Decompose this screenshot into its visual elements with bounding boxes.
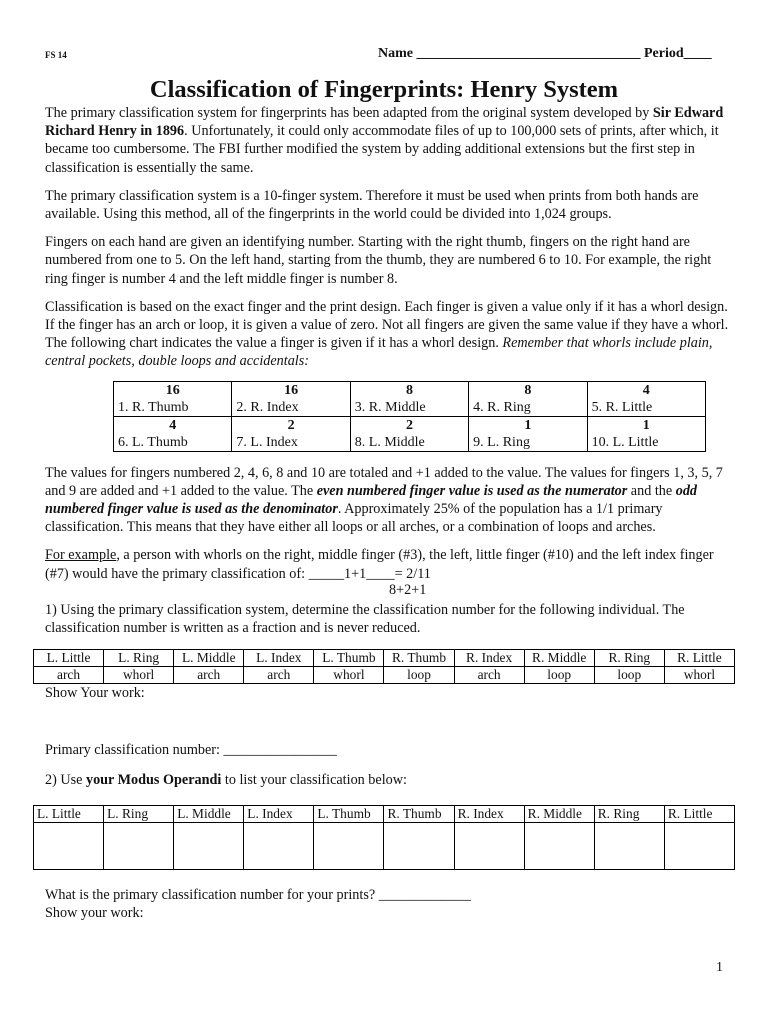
table-cell: whorl xyxy=(104,667,174,684)
table-cell: 4 5. R. Little xyxy=(587,381,705,416)
paragraph-values: Classification is based on the exact finger and the print design. Each finger is given a value only if it has a whorl design. If the finger has an arch or loop, it is given a value of zero. Not all fingers are given the same value if they have a whorl. The following chart indicates the value a finger is given if it has a whorl design. Remember that whorls include plain, central pockets, double loops and accidentals: xyxy=(45,298,729,370)
name-period-field: Name ________________________________ Period____ xyxy=(378,46,712,61)
paragraph-ten-finger: The primary classification system is a 10-finger system. Therefore it must be used when prints from both hands are available. Using this method, all of the fingerprints in the world could be divided into 1,024 groups. xyxy=(45,187,699,223)
table-cell-blank xyxy=(314,823,384,870)
page-header xyxy=(45,46,713,64)
table-header-cell: R. Index xyxy=(454,650,524,667)
table-row-blank xyxy=(34,823,735,870)
table-cell-blank xyxy=(34,823,104,870)
paragraph-numerator-denominator: The values for fingers numbered 2, 4, 6, 8 and 10 are totaled and +1 added to the value. The values for fingers 1, 3, 5, 7 and 9 are added and +1 added to the value. The even numbered finger value is used as the numerator and the odd numbered finger value is used as the denominator. Approximately 25% of the population has a 1/1 primary classification. This means that they have either all loops or all arches, or a combination of loops and arches. xyxy=(45,464,723,536)
table-cell-blank xyxy=(244,823,314,870)
table-header-row xyxy=(34,650,735,667)
table-header-cell: L. Thumb xyxy=(314,650,384,667)
table-cell: 16 2. R. Index xyxy=(232,381,350,416)
example-lead: For example xyxy=(45,547,117,564)
table-cell-blank xyxy=(524,823,594,870)
table-cell: arch xyxy=(454,667,524,684)
table-header-cell: R. Ring xyxy=(594,650,664,667)
question-2-prompt: What is the primary classification number for your prints? _____________ xyxy=(45,887,471,904)
show-work-label-2: Show your work: xyxy=(45,905,144,922)
table-cell-blank xyxy=(454,823,524,870)
whorl-note: Remember that whorls include plain, central pockets, double loops and accidentals: xyxy=(45,335,713,370)
page-number: 1 xyxy=(716,960,723,975)
table-cell: 1 10. L. Little xyxy=(587,416,705,451)
question-2: 2) Use your Modus Operandi to list your classification below: xyxy=(45,771,407,788)
table-header-cell: R. Thumb xyxy=(384,650,454,667)
table-header-cell: R. Ring xyxy=(594,806,664,823)
modus-operandi: your Modus Operandi xyxy=(85,771,222,788)
table-header-cell: R. Middle xyxy=(524,650,594,667)
table-cell: arch xyxy=(174,667,244,684)
example-denominator: 8+2+1 xyxy=(389,581,427,598)
table-cell: 4 6. L. Thumb xyxy=(114,416,232,451)
table-header-cell: L. Middle xyxy=(174,806,244,823)
question-2-table xyxy=(33,805,735,870)
table-header-cell: L. Thumb xyxy=(314,806,384,823)
table-cell: arch xyxy=(34,667,104,684)
table-header-cell: L. Ring xyxy=(104,650,174,667)
answer-line: Primary classification number: ________________ xyxy=(45,741,337,758)
course-code: FS 14 xyxy=(45,50,67,60)
table-cell-blank xyxy=(174,823,244,870)
table-cell: loop xyxy=(594,667,664,684)
table-header-row xyxy=(34,806,735,823)
question-1: 1) Using the primary classification system, determine the classification number for the following individual. The classification number is written as a fraction and is never reduced. xyxy=(45,602,685,637)
table-cell: loop xyxy=(384,667,454,684)
page-title: Classification of Fingerprints: Henry System xyxy=(149,76,619,103)
worksheet-body xyxy=(37,104,734,922)
table-cell: 8 4. R. Ring xyxy=(469,381,587,416)
table-header-cell: R. Index xyxy=(454,806,524,823)
table-header-cell: R. Thumb xyxy=(384,806,454,823)
table-header-cell: R. Little xyxy=(664,650,734,667)
denominator-rule: odd numbered finger value is used as the denominator xyxy=(45,482,697,518)
table-cell: whorl xyxy=(664,667,734,684)
table-header-cell: L. Index xyxy=(244,806,314,823)
henry-name: Sir Edward Richard Henry in 1896 xyxy=(45,105,724,140)
example-numerator: 1+1 xyxy=(344,565,367,582)
table-cell: 2 7. L. Index xyxy=(232,416,350,451)
paragraph-history: The primary classification system for fingerprints has been adapted from the original system developed by Sir Edward Richard Henry in 1896. Unfortunately, it could only accommodate files of up to 100,000 sets of prints, after which, it became too cumbersome. The FBI further modified the system by adding additional extensions but the first step in classification is essentially the same. xyxy=(45,105,724,176)
table-cell: loop xyxy=(524,667,594,684)
table-row xyxy=(114,381,706,416)
numerator-rule: even numbered finger value is used as the numerator xyxy=(316,482,628,499)
table-header-cell: L. Middle xyxy=(174,650,244,667)
table-header-cell: R. Little xyxy=(664,806,734,823)
table-row xyxy=(34,667,735,684)
table-cell-blank xyxy=(384,823,454,870)
table-cell-blank xyxy=(664,823,734,870)
table-cell: 2 8. L. Middle xyxy=(350,416,468,451)
table-cell: 8 3. R. Middle xyxy=(350,381,468,416)
table-header-cell: L. Index xyxy=(244,650,314,667)
show-work-label: Show Your work: xyxy=(45,685,145,702)
table-cell: arch xyxy=(244,667,314,684)
table-header-cell: L. Little xyxy=(34,650,104,667)
table-cell-blank xyxy=(104,823,174,870)
paragraph-numbering: Fingers on each hand are given an identifying number. Starting with the right thumb, fingers on the right hand are numbered from one to 5. On the left hand, starting from the thumb, they are numbered 6 to 10. For example, the right ring finger is number 4 and the left middle finger is number 8. xyxy=(45,234,712,287)
table-cell: whorl xyxy=(314,667,384,684)
table-cell-blank xyxy=(594,823,664,870)
table-cell: 1 9. L. Ring xyxy=(469,416,587,451)
table-row xyxy=(114,416,706,451)
table-header-cell: L. Little xyxy=(34,806,104,823)
table-cell: 16 1. R. Thumb xyxy=(114,381,232,416)
table-header-cell: L. Ring xyxy=(104,806,174,823)
finger-values-table xyxy=(113,381,706,452)
paragraph-example: For example, a person with whorls on the right, middle finger (#3), the left, little finger (#10) and the left index finger (#7) would have the primary classification of: _____1+1____= 2/11 8+2+1 xyxy=(45,546,734,599)
table-header-cell: R. Middle xyxy=(524,806,594,823)
question-1-table xyxy=(33,649,735,684)
